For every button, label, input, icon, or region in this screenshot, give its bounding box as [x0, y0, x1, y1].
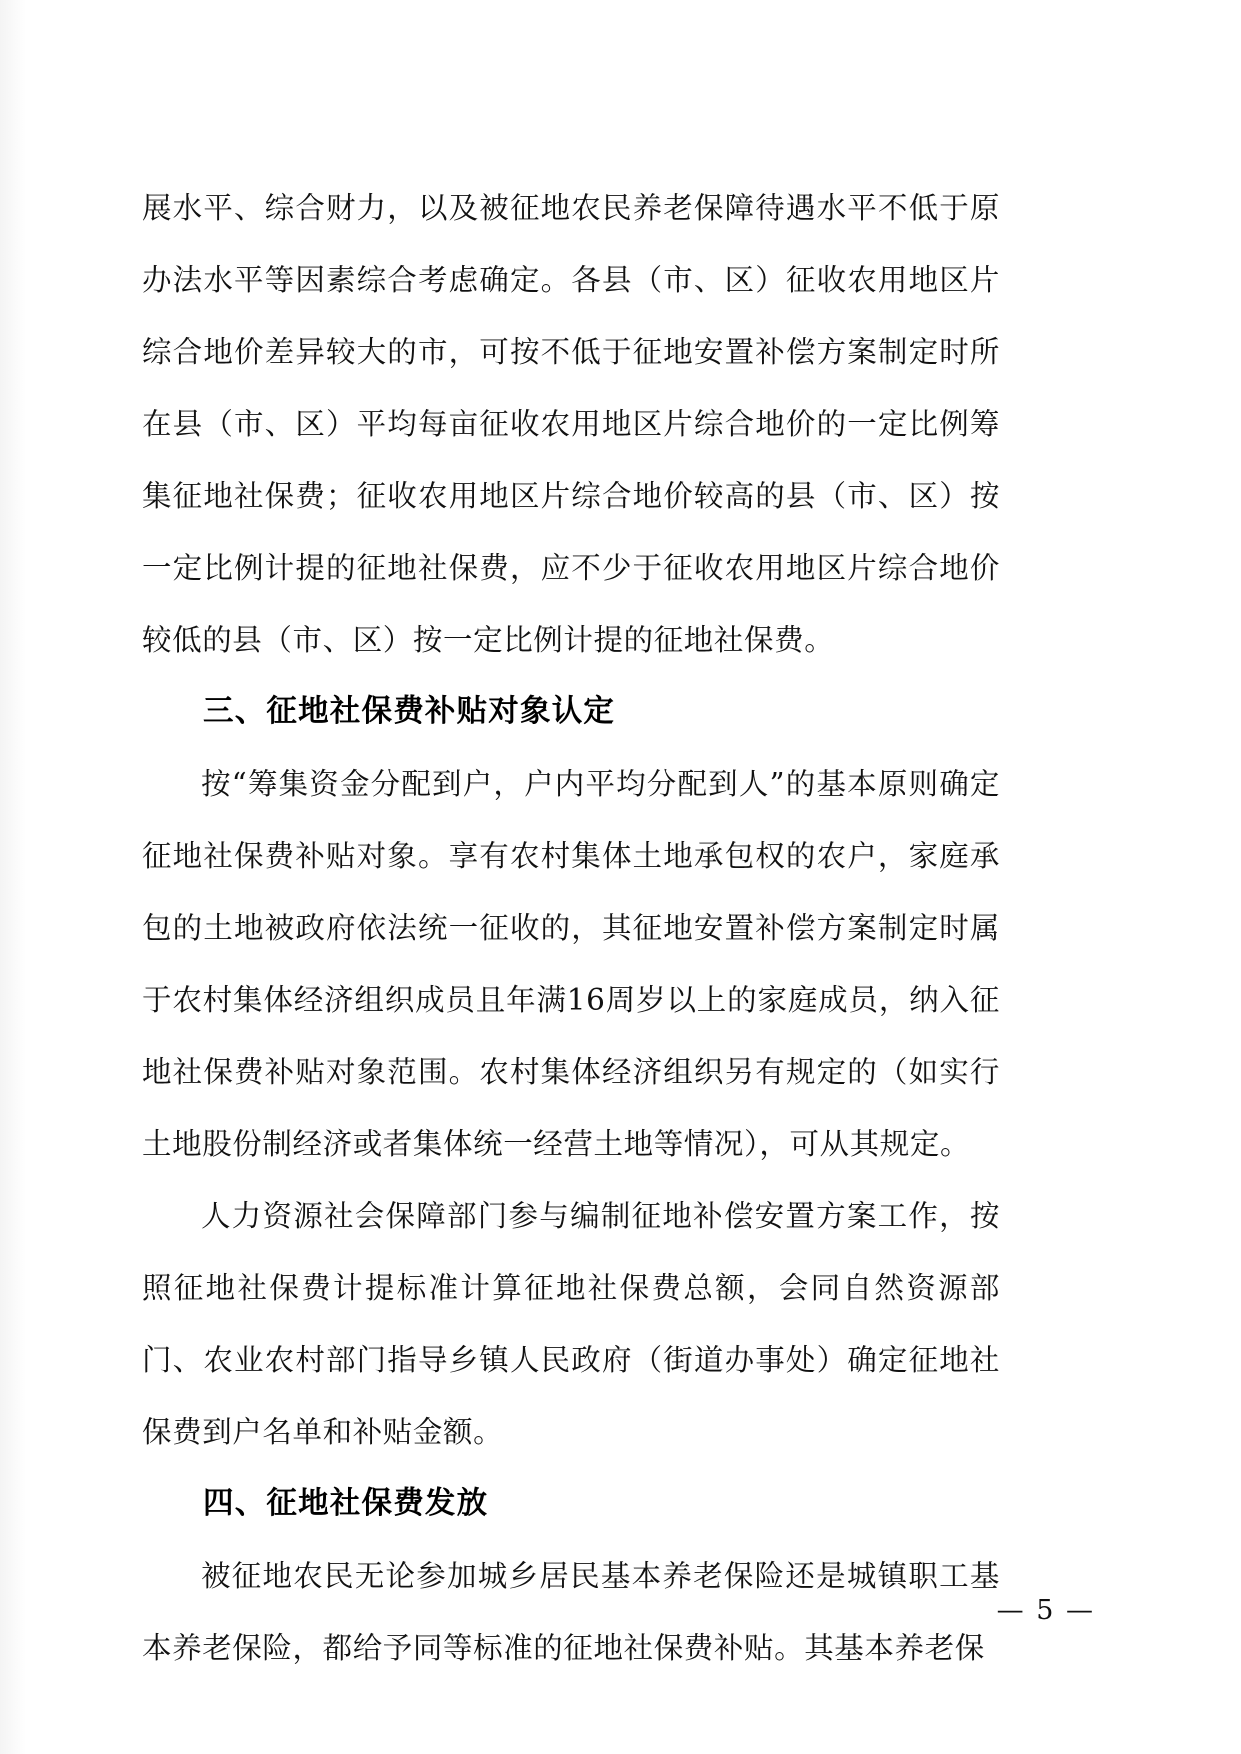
paragraph-continued-funding-standard: 展水平、综合财力，以及被征地农民养老保障待遇水平不低于原办法水平等因素综合考虑确定。各县（市、区）征收农用地区片综合地价差异较大的市，可按不低于征地安置补偿方案制定时所在县（市、区）平均每亩征收农用地区片综合地价的一定比例筹集征地社保费；征收农用地区片综合地价较高的县（市、区）按一定比例计提的征地社保费，应不少于征收农用地区片综合地价较低的县（市、区）按一定比例计提的征地社保费。	[142, 191, 1000, 657]
heading-section-three: 三、征地社保费补贴对象认定	[203, 694, 616, 729]
paragraph-payment-equal-standard: 被征地农民无论参加城乡居民基本养老保险还是城镇职工基本养老保险，都给予同等标准的征地社保费补贴。其基本养老保	[142, 1559, 1000, 1665]
scan-edge-shading	[0, 0, 26, 1754]
page-number: — 5 —	[996, 1595, 1095, 1626]
paragraph-subsidy-target-principle: 按“筹集资金分配到户，户内平均分配到人”的基本原则确定征地社保费补贴对象。享有农村集体土地承包权的农户，家庭承包的土地被政府依法统一征收的，其征地安置补偿方案制定时属于农村集体经济组织成员且年满16周岁以上的家庭成员，纳入征地社保费补贴对象范围。农村集体经济组织另有规定的（如实行土地股份制经济或者集体统一经营土地等情况），可从其规定。	[142, 767, 1000, 1161]
page-body-text	[142, 172, 1000, 1684]
paragraph-hrss-department-duties: 人力资源社会保障部门参与编制征地补偿安置方案工作，按照征地社保费计提标准计算征地社保费总额，会同自然资源部门、农业农村部门指导乡镇人民政府（街道办事处）确定征地社保费到户名单和补贴金额。	[142, 1199, 1000, 1449]
heading-section-four: 四、征地社保费发放	[203, 1486, 489, 1521]
